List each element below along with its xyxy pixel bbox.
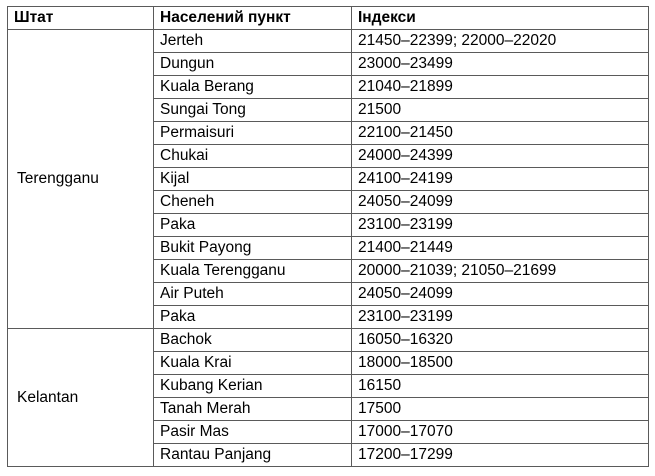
locality-cell: Bukit Payong: [154, 237, 352, 260]
postcode-cell: 23000–23499: [352, 53, 649, 76]
state-cell: Terengganu: [8, 30, 154, 329]
postcode-cell: 20000–21039; 21050–21699: [352, 260, 649, 283]
postcode-cell: 24050–24099: [352, 191, 649, 214]
header-state: Штат: [8, 7, 154, 30]
locality-cell: Kuala Terengganu: [154, 260, 352, 283]
postcode-cell: 21500: [352, 99, 649, 122]
postcode-cell: 17500: [352, 398, 649, 421]
locality-cell: Rantau Panjang: [154, 444, 352, 467]
table-row: [8, 329, 649, 352]
locality-cell: Air Puteh: [154, 283, 352, 306]
postcode-cell: 24100–24199: [352, 168, 649, 191]
state-cell: Kelantan: [8, 329, 154, 467]
locality-cell: Paka: [154, 214, 352, 237]
locality-cell: Bachok: [154, 329, 352, 352]
locality-cell: Pasir Mas: [154, 421, 352, 444]
locality-cell: Kuala Krai: [154, 352, 352, 375]
postcode-cell: 22100–21450: [352, 122, 649, 145]
locality-cell: Chukai: [154, 145, 352, 168]
postcode-cell: 21400–21449: [352, 237, 649, 260]
locality-cell: Jerteh: [154, 30, 352, 53]
postcode-cell: 17200–17299: [352, 444, 649, 467]
locality-cell: Kijal: [154, 168, 352, 191]
locality-cell: Sungai Tong: [154, 99, 352, 122]
locality-cell: Paka: [154, 306, 352, 329]
table-body: [8, 30, 649, 467]
locality-cell: Kuala Berang: [154, 76, 352, 99]
locality-cell: Permaisuri: [154, 122, 352, 145]
header-locality: Населений пункт: [154, 7, 352, 30]
postcode-cell: 16050–16320: [352, 329, 649, 352]
header-row: [8, 7, 649, 30]
header-postcodes: Індекси: [352, 7, 649, 30]
postcode-cell: 21450–22399; 22000–22020: [352, 30, 649, 53]
postcode-table: [7, 6, 649, 467]
postcode-cell: 16150: [352, 375, 649, 398]
table-row: [8, 30, 649, 53]
locality-cell: Tanah Merah: [154, 398, 352, 421]
locality-cell: Dungun: [154, 53, 352, 76]
postcode-cell: 18000–18500: [352, 352, 649, 375]
locality-cell: Kubang Kerian: [154, 375, 352, 398]
postcode-cell: 24050–24099: [352, 283, 649, 306]
postcode-cell: 24000–24399: [352, 145, 649, 168]
postcode-cell: 23100–23199: [352, 214, 649, 237]
postcode-cell: 21040–21899: [352, 76, 649, 99]
postcode-cell: 23100–23199: [352, 306, 649, 329]
locality-cell: Cheneh: [154, 191, 352, 214]
postcode-cell: 17000–17070: [352, 421, 649, 444]
